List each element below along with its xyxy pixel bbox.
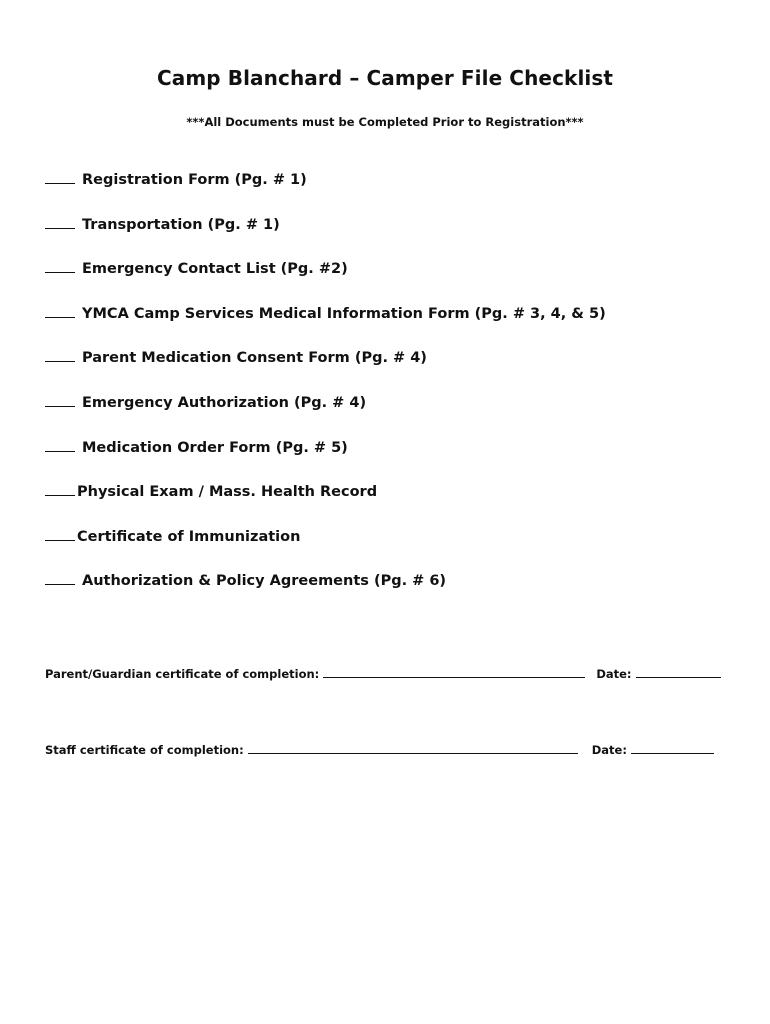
checkbox-blank[interactable] — [45, 390, 75, 407]
checkbox-blank[interactable] — [45, 479, 75, 496]
staff-signature-field[interactable] — [248, 741, 578, 754]
checklist-item-label: Medication Order Form (Pg. # 5) — [82, 439, 348, 456]
parent-date-label: Date: — [596, 667, 632, 681]
checklist — [45, 167, 606, 613]
checkbox-blank[interactable] — [45, 301, 75, 318]
checkbox-blank[interactable] — [45, 524, 75, 541]
checklist-item-emergency-authorization — [45, 390, 606, 435]
checklist-item-label: Transportation (Pg. # 1) — [82, 216, 280, 233]
checklist-item-certificate-of-immunization — [45, 524, 606, 569]
checklist-item-label: Parent Medication Consent Form (Pg. # 4) — [82, 350, 427, 367]
page-title: Camp Blanchard – Camper File Checklist — [156, 66, 614, 90]
checklist-item-parent-medication-consent — [45, 345, 606, 390]
checkbox-blank[interactable] — [45, 568, 75, 585]
parent-signature-field[interactable] — [323, 665, 585, 678]
checklist-item-emergency-contact-list — [45, 256, 606, 301]
checklist-item-authorization-policy — [45, 568, 606, 613]
staff-date-field[interactable] — [631, 741, 714, 754]
checklist-item-registration-form — [45, 167, 606, 212]
checklist-item-label: Physical Exam / Mass. Health Record — [77, 484, 378, 501]
checkbox-blank[interactable] — [45, 167, 75, 184]
checkbox-blank[interactable] — [45, 435, 75, 452]
checklist-item-physical-exam — [45, 479, 606, 524]
checklist-item-label: Certificate of Immunization — [77, 528, 301, 545]
checklist-item-label: YMCA Camp Services Medical Information Form (Pg. # 3, 4, & 5) — [82, 305, 606, 322]
checklist-item-label: Registration Form (Pg. # 1) — [82, 172, 307, 188]
staff-certificate-label: Staff certificate of completion: — [45, 743, 244, 757]
checklist-item-label: Emergency Authorization (Pg. # 4) — [82, 394, 367, 411]
checkbox-blank[interactable] — [45, 345, 75, 362]
parent-certificate-row — [45, 665, 721, 681]
checklist-item-label: Emergency Contact List (Pg. #2) — [82, 261, 348, 278]
staff-date-label: Date: — [591, 743, 627, 757]
parent-certificate-label: Parent/Guardian certificate of completion: — [45, 667, 320, 681]
checkbox-blank[interactable] — [45, 256, 75, 273]
checklist-item-label: Authorization & Policy Agreements (Pg. # 6) — [82, 573, 447, 590]
parent-date-field[interactable] — [636, 665, 721, 678]
checkbox-blank[interactable] — [45, 212, 75, 229]
staff-certificate-row — [45, 741, 714, 757]
checklist-item-medication-order-form — [45, 435, 606, 480]
page-subtitle: ***All Documents must be Completed Prior to Registration*** — [186, 115, 584, 129]
checklist-item-transportation — [45, 212, 606, 257]
checklist-item-medical-information-form — [45, 301, 606, 346]
